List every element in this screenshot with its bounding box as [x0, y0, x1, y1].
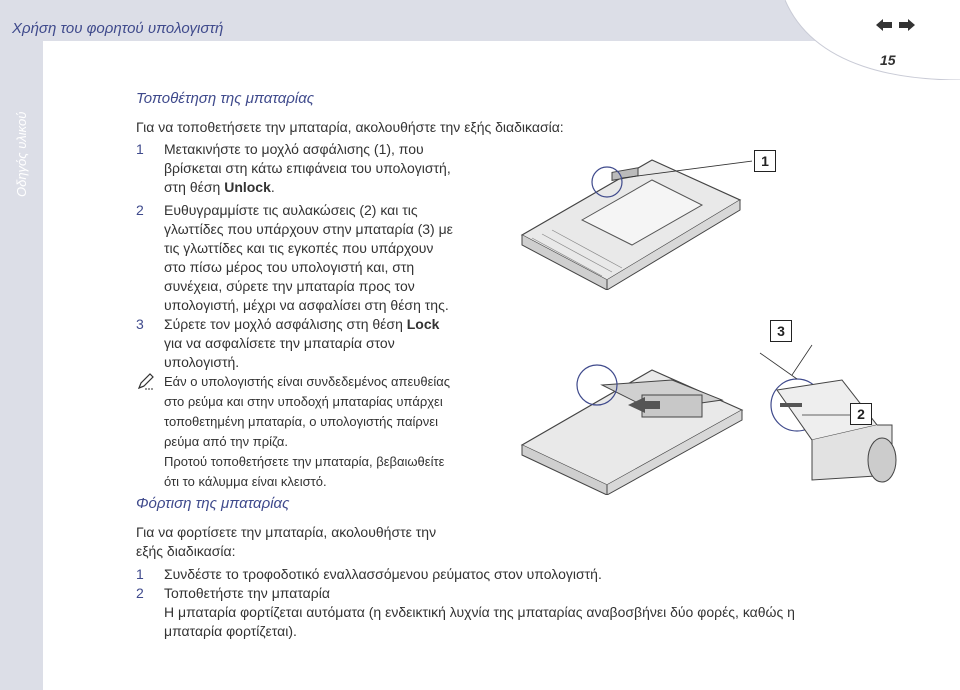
section1-intro: Για να τοποθετήσετε την μπαταρία, ακολουθήστε την εξής διαδικασία:: [136, 119, 564, 135]
step-number: 1: [136, 566, 144, 582]
page-number: 15: [880, 52, 896, 68]
corner-arc-decoration: [785, 0, 960, 80]
header-title: Χρήση του φορητού υπολογιστή: [12, 20, 224, 37]
arrow-left-icon[interactable]: [874, 18, 894, 32]
callout-3: 3: [770, 320, 792, 342]
section-title-insert-battery: Τοποθέτηση της μπαταρίας: [136, 90, 315, 107]
section2-intro: Για να φορτίσετε την μπαταρία, ακολουθήστε την εξής διαδικασία:: [136, 524, 437, 559]
arrow-right-icon[interactable]: [897, 18, 917, 32]
section1-step-2: 2 Ευθυγραμμίστε τις αυλακώσεις (2) και τις γλωττίδες που υπάρχουν στην μπαταρία (3) με τις γλωττίδες και τις εγκοπές που υπάρχουν στο πίσω μέρος του υπολογιστή και, στη συνέχεια, σύρετε την μπαταρία προς τον υπολογιστή, μέχρι να ασφαλίσει στη θέση της.: [136, 202, 453, 313]
callout-1: 1: [754, 150, 776, 172]
sidebar-label: Οδηγός υλικού: [14, 111, 29, 197]
step-number: 1: [136, 141, 144, 157]
step-number: 2: [136, 202, 144, 218]
pencil-note-icon: [136, 372, 156, 392]
page-nav: [874, 18, 917, 35]
step-number: 3: [136, 316, 144, 332]
section2-step-2: 2 Τοποθετήστε την μπαταρία Η μπαταρία φορτίζεται αυτόματα (η ενδεικτική λυχνία της μπαταρίας αναβοσβήνει δύο φορές, καθώς η μπαταρία φορτίζεται).: [136, 585, 795, 639]
step-number: 2: [136, 585, 144, 601]
section1-step-3: 3 Σύρετε τον μοχλό ασφάλισης στη θέση Lock για να ασφαλίσετε την μπαταρία στον υπολογιστή.: [136, 316, 440, 370]
section1-note: Εάν ο υπολογιστής είναι συνδεδεμένος απευθείας στο ρεύμα και στην υποδοχή μπαταρίας υπάρχει τοποθετημένη μπαταρία, ο υπολογιστής παίρνει ρεύμα από την πρίζα. Προτού τοποθετήσετε την μπαταρία, βεβαιωθείτε ότι το κάλυμμα είναι κλειστό.: [164, 374, 451, 489]
sidebar: [0, 41, 43, 690]
section-title-charge-battery: Φόρτιση της μπαταρίας: [136, 495, 290, 512]
laptop-underside-figure: [512, 150, 752, 290]
callout-2: 2: [850, 403, 872, 425]
section2-step-1: 1 Συνδέστε το τροφοδοτικό εναλλασσόμενου ρεύματος στον υπολογιστή.: [136, 566, 602, 582]
section1-step-1: 1 Μετακινήστε το μοχλό ασφάλισης (1), που βρίσκεται στη κάτω επιφάνεια του υπολογιστή, στη θέση Unlock.: [136, 141, 451, 195]
